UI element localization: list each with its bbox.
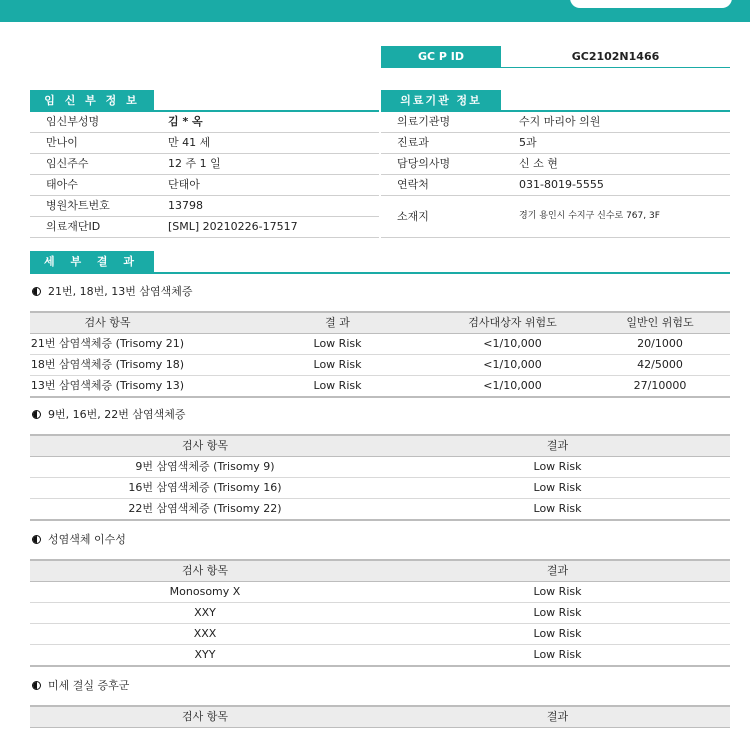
institution-info-value: 신 소 현 bbox=[519, 157, 558, 170]
institution-info-title: 의료기관 정보 bbox=[381, 90, 501, 111]
institution-info-label: 담당의사명 bbox=[397, 157, 451, 170]
result-table bbox=[30, 559, 730, 667]
section-title: 21번, 18번, 13번 삼염색체증 bbox=[48, 285, 193, 298]
table-cell: 16번 삼염색체증 (Trisomy 16) bbox=[128, 481, 282, 494]
patient-info-row bbox=[30, 112, 379, 133]
patient-info-value: 만 41 세 bbox=[168, 136, 211, 149]
column-header: 결 과 bbox=[325, 316, 350, 329]
patient-info-label: 임신주수 bbox=[46, 157, 89, 170]
section-heading bbox=[32, 284, 192, 300]
table-cell: XXX bbox=[193, 627, 217, 640]
table-cell: Low Risk bbox=[533, 606, 582, 619]
table-cell: 42/5000 bbox=[637, 358, 683, 371]
patient-info-row bbox=[30, 217, 379, 238]
table-row bbox=[30, 457, 730, 478]
table-row bbox=[30, 376, 730, 396]
table-cell: XXY bbox=[194, 606, 216, 619]
half-circle-bullet-icon bbox=[32, 410, 41, 419]
table-cell: 9번 삼염색체증 (Trisomy 9) bbox=[135, 460, 275, 473]
result-table-header bbox=[30, 311, 730, 334]
section-heading bbox=[32, 678, 129, 694]
half-circle-bullet-icon bbox=[32, 287, 41, 296]
half-circle-bullet-icon bbox=[32, 535, 41, 544]
section-heading bbox=[32, 407, 185, 423]
table-row bbox=[30, 478, 730, 499]
patient-info-value: 12 주 1 일 bbox=[168, 157, 221, 170]
column-header: 검사 항목 bbox=[181, 439, 228, 452]
table-row bbox=[30, 645, 730, 665]
table-cell: Low Risk bbox=[533, 648, 582, 661]
institution-info-row bbox=[381, 133, 730, 154]
table-cell: Low Risk bbox=[313, 379, 362, 392]
table-cell: 27/10000 bbox=[633, 379, 687, 392]
patient-info-title: 임 신 부 정 보 bbox=[30, 90, 154, 111]
institution-info-label: 의료기관명 bbox=[397, 115, 451, 128]
table-cell: 20/1000 bbox=[637, 337, 683, 350]
patient-info-row bbox=[30, 133, 379, 154]
table-cell: Low Risk bbox=[533, 481, 582, 494]
patient-info-row bbox=[30, 154, 379, 175]
table-row bbox=[30, 624, 730, 645]
patient-info-row bbox=[30, 196, 379, 217]
institution-info-label: 연락처 bbox=[397, 178, 429, 191]
patient-info-label: 의료재단ID bbox=[46, 220, 101, 233]
table-cell: Low Risk bbox=[533, 502, 582, 515]
column-header: 결과 bbox=[546, 564, 569, 577]
gcpid-box bbox=[381, 46, 730, 68]
institution-info-label: 진료과 bbox=[397, 136, 429, 149]
section-title: 미세 결실 증후군 bbox=[48, 679, 130, 692]
patient-info-label: 병원차트번호 bbox=[46, 199, 110, 212]
institution-info-value: 5과 bbox=[519, 136, 537, 149]
gcpid-label: GC P ID bbox=[381, 46, 501, 68]
table-row bbox=[30, 355, 730, 376]
institution-info-row bbox=[381, 175, 730, 196]
patient-info-value: [SML] 20210226-17517 bbox=[168, 220, 298, 233]
result-table-header bbox=[30, 434, 730, 457]
section-title: 9번, 16번, 22번 삼염색체증 bbox=[48, 408, 186, 421]
column-header: 일반인 위험도 bbox=[626, 316, 694, 329]
column-header: 검사대상자 위험도 bbox=[468, 316, 557, 329]
table-cell: XYY bbox=[194, 648, 216, 661]
result-table-header bbox=[30, 559, 730, 582]
table-row bbox=[30, 499, 730, 519]
detail-section-bar bbox=[30, 251, 730, 274]
table-cell: 18번 삼염색체증 (Trisomy 18) bbox=[30, 358, 185, 371]
result-table bbox=[30, 434, 730, 521]
patient-info-value: 단태아 bbox=[168, 178, 200, 191]
institution-info-value: 031-8019-5555 bbox=[519, 178, 604, 191]
table-cell: 21번 삼염색체증 (Trisomy 21) bbox=[30, 337, 185, 350]
institution-info-label: 소재지 bbox=[397, 210, 429, 223]
table-cell: Low Risk bbox=[533, 627, 582, 640]
result-table bbox=[30, 705, 730, 728]
detail-section-title: 세 부 결 과 bbox=[30, 251, 154, 272]
table-row bbox=[30, 582, 730, 603]
institution-info-value: 경기 용인시 수지구 신수로 767, 3F bbox=[519, 211, 660, 221]
header-tab-shape bbox=[570, 0, 732, 8]
top-header-bar bbox=[0, 0, 750, 22]
table-row bbox=[30, 603, 730, 624]
column-header: 검사 항목 bbox=[181, 710, 228, 723]
institution-info-row bbox=[381, 154, 730, 175]
half-circle-bullet-icon bbox=[32, 681, 41, 690]
table-row bbox=[30, 334, 730, 355]
table-cell: <1/10,000 bbox=[483, 379, 542, 392]
patient-info-label: 태아수 bbox=[46, 178, 78, 191]
institution-info-row bbox=[381, 112, 730, 133]
column-header: 검사 항목 bbox=[84, 316, 131, 329]
column-header: 결과 bbox=[546, 710, 569, 723]
patient-info-label: 만나이 bbox=[46, 136, 78, 149]
table-cell: Low Risk bbox=[533, 585, 582, 598]
patient-info-value: 김 * 옥 bbox=[168, 115, 203, 128]
table-cell: 22번 삼염색체증 (Trisomy 22) bbox=[128, 502, 282, 515]
institution-info-row bbox=[381, 196, 730, 238]
table-cell: <1/10,000 bbox=[483, 358, 542, 371]
table-cell: Monosomy X bbox=[169, 585, 241, 598]
table-cell: Low Risk bbox=[313, 358, 362, 371]
gcpid-value: GC2102N1466 bbox=[501, 46, 730, 68]
patient-info-label: 임신부성명 bbox=[46, 115, 100, 128]
result-table-header bbox=[30, 705, 730, 728]
section-heading bbox=[32, 532, 126, 548]
table-cell: <1/10,000 bbox=[483, 337, 542, 350]
table-cell: Low Risk bbox=[533, 460, 582, 473]
section-title: 성염색체 이수성 bbox=[48, 533, 126, 546]
patient-info-value: 13798 bbox=[168, 199, 203, 212]
column-header: 검사 항목 bbox=[181, 564, 228, 577]
result-table bbox=[30, 311, 730, 398]
column-header: 결과 bbox=[546, 439, 569, 452]
institution-info-value: 수지 마리아 의원 bbox=[519, 115, 601, 128]
table-cell: 13번 삼염색체증 (Trisomy 13) bbox=[30, 379, 185, 392]
patient-info-row bbox=[30, 175, 379, 196]
table-cell: Low Risk bbox=[313, 337, 362, 350]
